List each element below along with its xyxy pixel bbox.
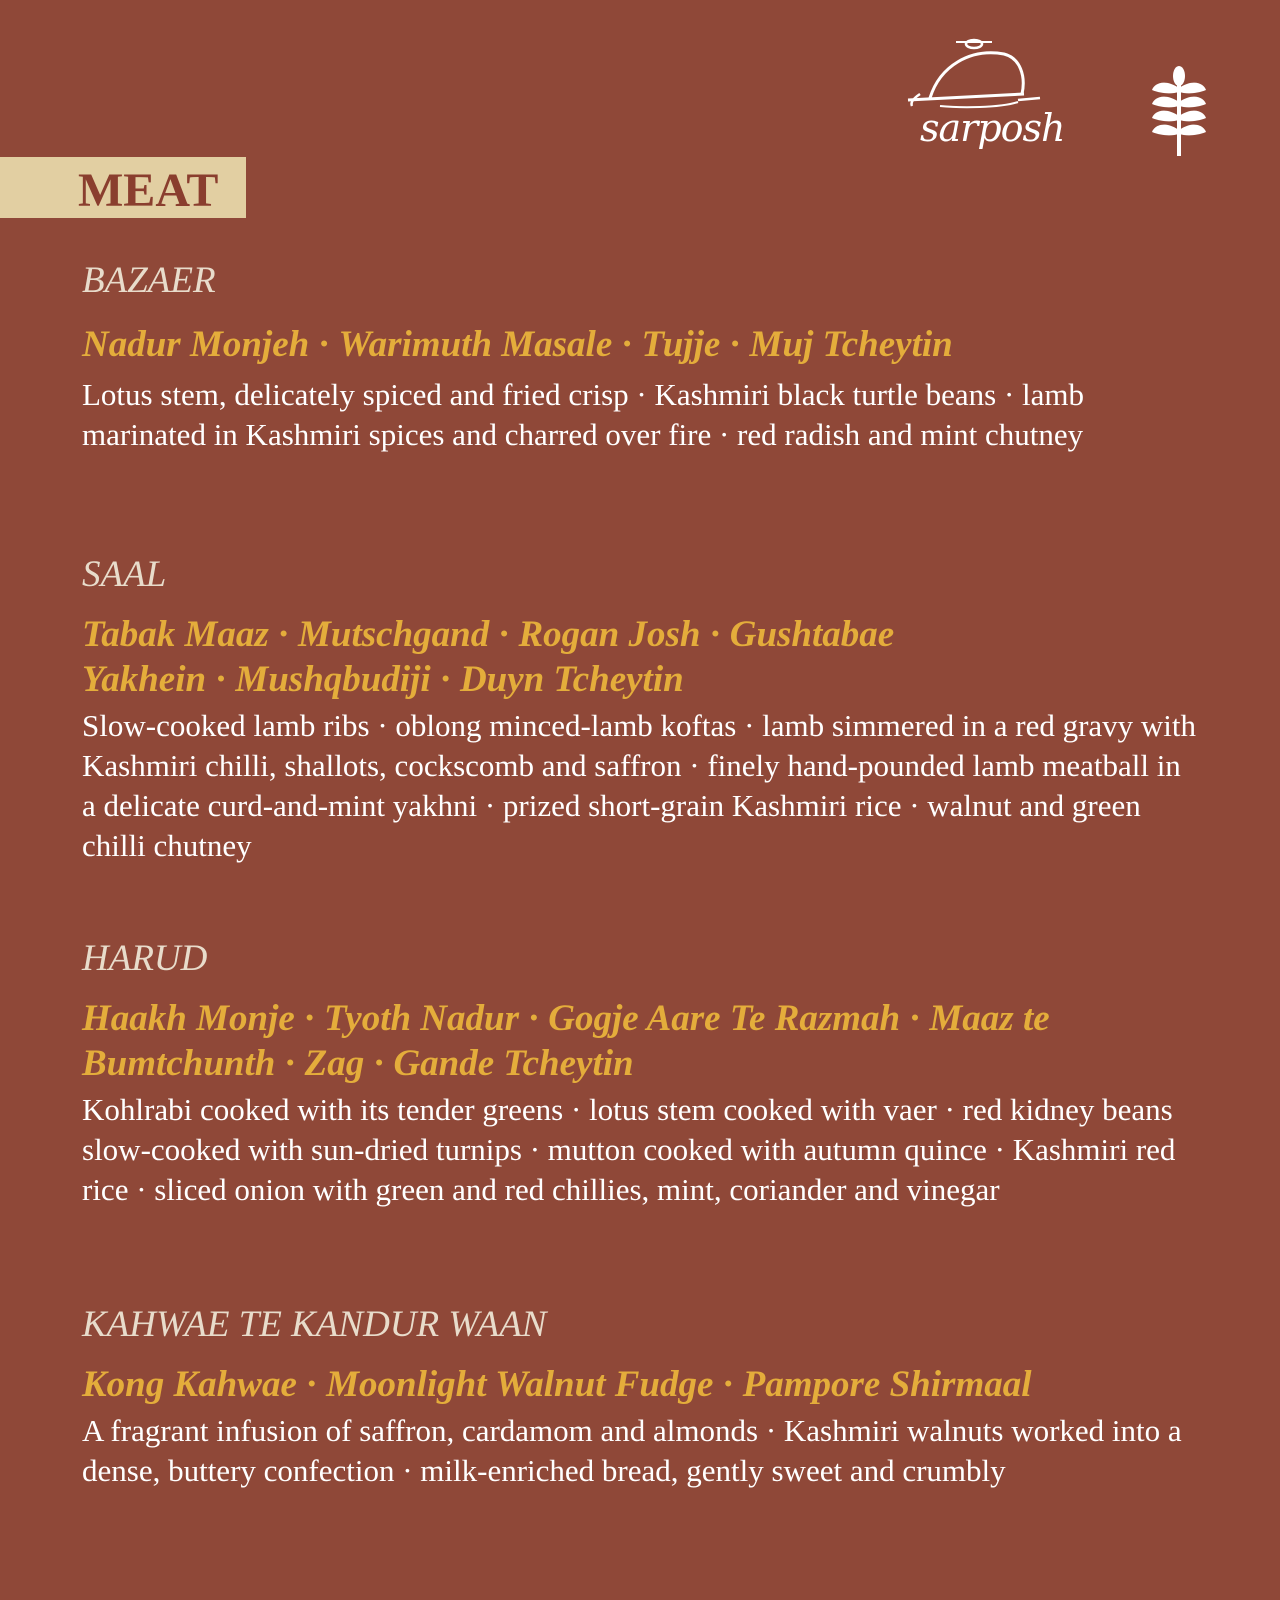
separator: · bbox=[306, 1364, 317, 1405]
leaf-branch-icon bbox=[1150, 66, 1208, 158]
separator: · bbox=[285, 1043, 295, 1084]
dish-name: Moonlight Walnut Fudge bbox=[326, 1364, 714, 1405]
dish-name: Tabak Maaz bbox=[82, 614, 269, 655]
separator: · bbox=[499, 614, 509, 655]
dish-name: Maaz te Bumtchunth bbox=[82, 998, 1050, 1084]
course-saal bbox=[82, 552, 1202, 866]
dish-name: Haakh Monje bbox=[82, 998, 295, 1039]
separator: · bbox=[910, 998, 920, 1039]
dish-list bbox=[82, 612, 1202, 702]
separator: · bbox=[440, 659, 450, 700]
separator: · bbox=[710, 614, 720, 655]
dish-list bbox=[82, 322, 1202, 367]
dish-name: Nadur Monjeh bbox=[82, 324, 310, 365]
dish-name: Gushtabae Yakhein bbox=[82, 614, 895, 700]
separator: · bbox=[723, 1364, 733, 1405]
dish-name: Pampore Shirmaal bbox=[742, 1364, 1032, 1405]
cloche-icon bbox=[900, 36, 1052, 172]
separator: · bbox=[304, 998, 315, 1039]
course-kahwae bbox=[82, 1302, 1202, 1491]
separator: · bbox=[529, 998, 539, 1039]
course-name: HARUD bbox=[82, 938, 208, 979]
dish-name: Muj Tcheytin bbox=[749, 324, 953, 365]
dish-list bbox=[82, 996, 1202, 1086]
dish-name: Rogan Josh bbox=[518, 614, 701, 655]
dish-name: Gande Tcheytin bbox=[393, 1043, 634, 1084]
dish-name: Duyn Tcheytin bbox=[459, 659, 684, 700]
course-description: Slow-cooked lamb ribs · oblong minced-lamb koftas · lamb simmered in a red gravy with Kashmiri chilli, shallots, cockscomb and saffron · finely hand-pounded lamb meatball in a delicate curd-and-mint yakhni · prized short-grain Kashmiri rice · walnut and green chilli chutney bbox=[82, 708, 1197, 863]
dish-name: Tujje bbox=[641, 324, 721, 365]
separator: · bbox=[319, 324, 329, 365]
course-name: BAZAER bbox=[82, 260, 216, 301]
course-description: A fragrant infusion of saffron, cardamom and almonds · Kashmiri walnuts worked into a dense, buttery confection · milk-enriched bread, gently sweet and crumbly bbox=[82, 1413, 1182, 1488]
dish-name: Warimuth Masale bbox=[338, 324, 613, 365]
dish-name: Kong Kahwae bbox=[82, 1364, 297, 1405]
separator: · bbox=[730, 324, 740, 365]
sarposh-logo bbox=[900, 36, 1065, 172]
course-harud bbox=[82, 936, 1202, 1210]
course-bazaer bbox=[82, 258, 1202, 455]
logo-wordmark: sarposh bbox=[920, 106, 1065, 150]
course-name: SAAL bbox=[82, 554, 167, 595]
separator: · bbox=[622, 324, 632, 365]
course-description: Lotus stem, delicately spiced and fried crisp · Kashmiri black turtle beans · lamb marinated in Kashmiri spices and charred over fire · red radish and mint chutney bbox=[82, 377, 1085, 452]
course-name: KAHWAE TE KANDUR WAAN bbox=[82, 1304, 547, 1345]
section-tag bbox=[0, 157, 246, 218]
separator: · bbox=[216, 659, 226, 700]
separator: · bbox=[374, 1043, 384, 1084]
course-description: Kohlrabi cooked with its tender greens · lotus stem cooked with vaer · red kidney beans slow-cooked with sun-dried turnips · mutton cooked with autumn quince · Kashmiri red rice · sliced onion with green and red chillies, mint, coriander and vinegar bbox=[82, 1092, 1176, 1207]
dish-name: Mushqbudiji bbox=[235, 659, 431, 700]
dish-name: Tyoth Nadur bbox=[324, 998, 520, 1039]
section-title: MEAT bbox=[78, 164, 219, 217]
dish-name: Mutschgand bbox=[298, 614, 490, 655]
dish-name: Gogje Aare Te Razmah bbox=[548, 998, 901, 1039]
dish-name: Zag bbox=[304, 1043, 365, 1084]
dish-list bbox=[82, 1362, 1202, 1407]
separator: · bbox=[278, 614, 289, 655]
